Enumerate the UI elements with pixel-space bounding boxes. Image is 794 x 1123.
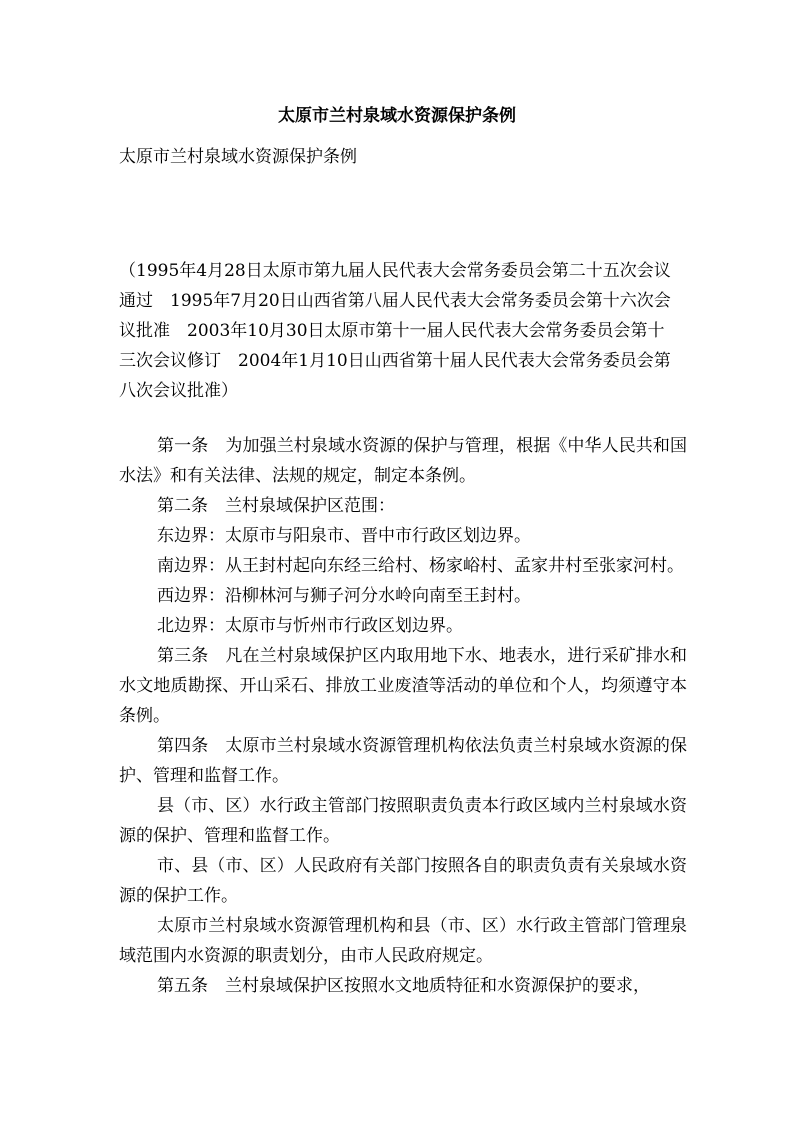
paragraph-article-5: 第五条 兰村泉域保护区按照水文地质特征和水资源保护的要求， — [157, 976, 650, 996]
document-title: 太原市兰村泉域水资源保护条例 — [278, 106, 516, 126]
paragraph-article-1: 第一条 为加强兰村泉域水资源的保护与管理，根据《中华人民共和国水法》和有关法律、法规的规定，制定本条例。 — [119, 436, 687, 486]
preamble: （1995年4月28日太原市第九届人民代表大会常务委员会第二十五次会议通过 1995年7月20日山西省第八届人民代表大会常务委员会第十六次会议批准 2003年10月30日太原市第十一届人民代表大会常务委员会第十三次会议修订 2004年1月10日山西省第十届人民代表大会常务委员会第八次会议批准） — [119, 261, 671, 401]
paragraph-article-4-county: 县（市、区）水行政主管部门按照职责负责本行政区域内兰村泉域水资源的保护、管理和监督工作。 — [119, 796, 687, 846]
paragraph-north-boundary: 北边界：太原市与忻州市行政区划边界。 — [157, 616, 463, 636]
document-subtitle: 太原市兰村泉域水资源保护条例 — [119, 147, 357, 167]
paragraph-article-4-division: 太原市兰村泉域水资源管理机构和县（市、区）水行政主管部门管理泉域范围内水资源的职责划分，由市人民政府规定。 — [119, 916, 687, 966]
paragraph-east-boundary: 东边界：太原市与阳泉市、晋中市行政区划边界。 — [157, 526, 531, 546]
paragraph-article-4-departments: 市、县（市、区）人民政府有关部门按照各自的职责负责有关泉域水资源的保护工作。 — [119, 856, 687, 906]
paragraph-article-2: 第二条 兰村泉域保护区范围： — [157, 496, 395, 516]
document-body — [119, 431, 687, 1001]
paragraph-south-boundary: 南边界：从王封村起向东经三给村、杨家峪村、孟家井村至张家河村。 — [157, 556, 684, 576]
paragraph-article-3: 第三条 凡在兰村泉域保护区内取用地下水、地表水，进行采矿排水和水文地质勘探、开山采石、排放工业废渣等活动的单位和个人，均须遵守本条例。 — [119, 646, 687, 726]
paragraph-article-4: 第四条 太原市兰村泉域水资源管理机构依法负责兰村泉域水资源的保护、管理和监督工作。 — [119, 736, 687, 786]
paragraph-west-boundary: 西边界：沿柳林河与狮子河分水岭向南至王封村。 — [157, 586, 531, 606]
